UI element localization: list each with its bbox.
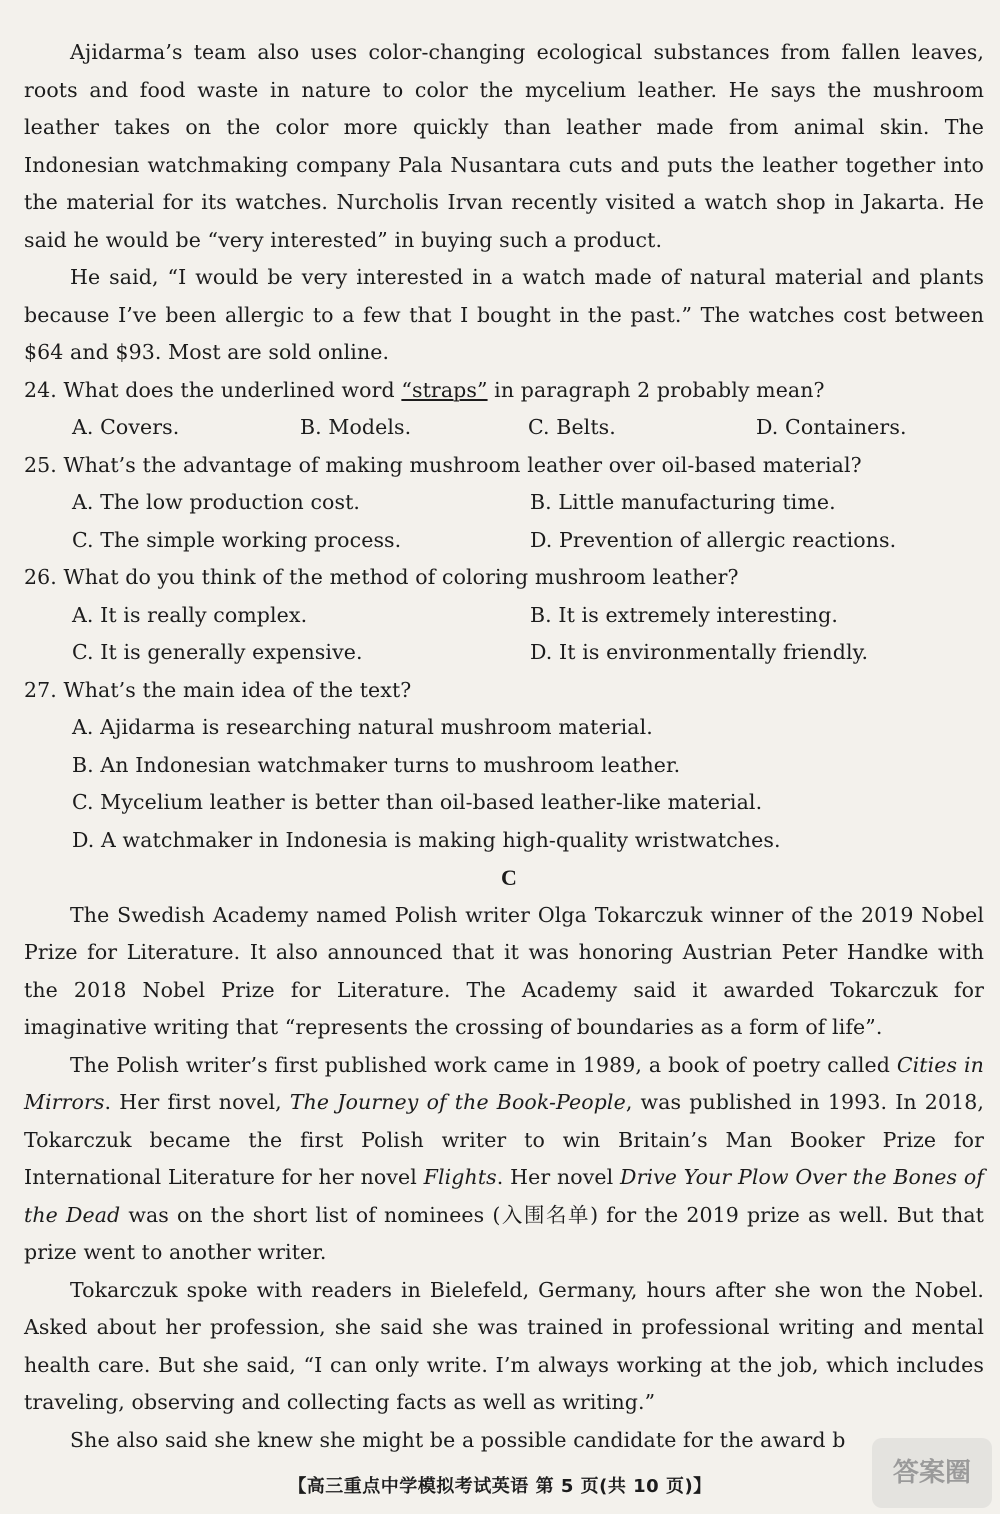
passage-c-paragraph: She also said she knew she might be a possible candidate for the award b — [70, 1427, 846, 1452]
option-b[interactable]: B. It is extremely interesting. — [530, 602, 838, 627]
options-row — [24, 484, 984, 522]
book-title: Drive Your Plow Over the Bones of the Dead — [24, 1165, 985, 1227]
option-b[interactable]: B. Models. — [300, 415, 412, 439]
option-a[interactable]: A. Ajidarma is researching natural mushroom material. — [72, 715, 653, 739]
option-a[interactable]: A. Covers. — [72, 415, 180, 439]
section-heading: C — [501, 865, 517, 890]
options-row — [24, 634, 984, 672]
question-stem: 25. What’s the advantage of making mushroom leather over oil-based material? — [24, 452, 862, 477]
option-c[interactable]: C. Mycelium leather is better than oil-based leather-like material. — [72, 790, 763, 814]
options-row — [24, 597, 984, 635]
option-a[interactable]: A. It is really complex. — [72, 602, 308, 627]
options-row — [24, 522, 984, 560]
option-d[interactable]: D. Containers. — [756, 415, 907, 439]
option-b[interactable]: B. Little manufacturing time. — [530, 490, 836, 514]
option-c[interactable]: C. The simple working process. — [72, 527, 402, 552]
options — [24, 409, 984, 447]
passage-c-paragraph: The Swedish Academy named Polish writer Olga Tokarczuk winner of the 2019 Nobel Prize for Literature. It also announced that it was honoring Austrian Peter Handke with the 2018 Nobel Prize for Literature. The Academy said it awarded Tokarczuk for imaginative writing that “represents the crossing of boundaries as a form of life”. — [24, 902, 984, 1039]
underlined-word: “straps” — [401, 377, 488, 402]
question-stem: 26. What do you think of the method of coloring mushroom leather? — [24, 565, 739, 589]
page-footer: 【高三重点中学模拟考试英语 第 5 页(共 10 页)】 — [288, 1476, 712, 1497]
question-27 — [24, 672, 984, 860]
question-26 — [24, 559, 984, 672]
option-d[interactable]: D. A watchmaker in Indonesia is making high-quality wristwatches. — [72, 827, 781, 852]
book-title: Flights — [423, 1165, 497, 1189]
question-stem: 27. What’s the main idea of the text? — [24, 677, 412, 702]
option-b[interactable]: B. An Indonesian watchmaker turns to mushroom leather. — [72, 752, 681, 777]
question-25 — [24, 447, 984, 560]
option-c[interactable]: C. It is generally expensive. — [72, 640, 363, 664]
book-title: The Journey of the Book-People — [289, 1090, 626, 1114]
question-stem: 24. What does the underlined word “straps” in paragraph 2 probably mean? — [24, 377, 825, 402]
passage-c-paragraph: The Polish writer’s first published work came in 1989, a book of poetry called Cities in Mirrors. Her first novel, The Journey of the Book-People, was published in 1993. In 2018, Tokarczuk became the first Polish writer to win Britain’s Man Booker Prize for International Literature for her novel Flights. Her novel Drive Your Plow Over the Bones of the Dead was on the short list of nominees (入围名单) for the 2019 prize as well. But that prize went to another writer. — [24, 1052, 985, 1264]
option-d[interactable]: D. Prevention of allergic reactions. — [530, 527, 897, 552]
option-d[interactable]: D. It is environmentally friendly. — [530, 640, 869, 664]
passage-c-paragraph: Tokarczuk spoke with readers in Bielefeld, Germany, hours after she won the Nobel. Asked about her profession, she said she was trained in professional writing and mental health care. But she said, “I can only write. I’m always working at the job, which includes traveling, observing and collecting facts as well as writing.” — [24, 1277, 984, 1414]
watermark-logo: 答案圈 — [872, 1438, 992, 1508]
passage-b-paragraph: Ajidarma’s team also uses color-changing ecological substances from fallen leaves, roots and food waste in nature to color the mycelium leather. He says the mushroom leather takes on the color more quickly than leather made from animal skin. The Indonesian watchmaking company Pala Nusantara cuts and puts the leather together into the material for its watches. Nurcholis Irvan recently visited a watch shop in Jakarta. He said he would be “very interested” in buying such a product. — [24, 40, 984, 252]
question-24 — [24, 372, 984, 447]
option-a[interactable]: A. The low production cost. — [72, 490, 361, 514]
passage-b-paragraph: He said, “I would be very interested in a watch made of natural material and plants because I’ve been allergic to a few that I bought in the past.” The watches cost between $64 and $93. Most are sold online. — [24, 265, 984, 364]
book-title: Cities in Mirrors — [24, 1052, 984, 1114]
option-c[interactable]: C. Belts. — [528, 415, 616, 439]
